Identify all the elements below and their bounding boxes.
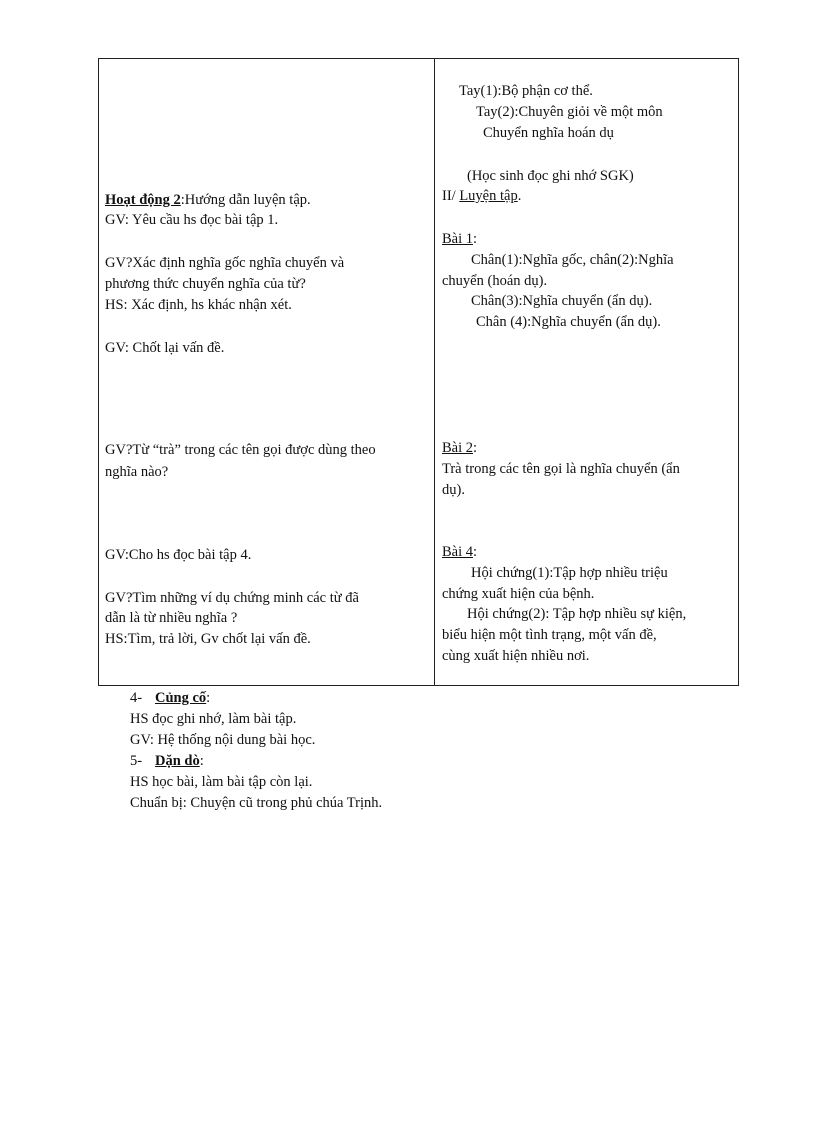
activity-2-heading <box>105 191 311 209</box>
exercise-4-colon: : <box>473 544 478 560</box>
section-5-label: Dặn dò <box>155 753 200 769</box>
practice-prefix: II/ <box>442 188 460 204</box>
lesson-table <box>98 58 739 686</box>
section-4-label: Củng cố <box>155 690 207 706</box>
left-line-3: phương thức chuyển nghĩa của từ? <box>105 276 306 292</box>
activity-2-label: Hoạt động 2 <box>105 192 181 208</box>
left-line-8: GV:Cho hs đọc bài tập 4. <box>105 547 252 563</box>
left-line-11: HS:Tìm, trả lời, Gv chốt lại vấn đề. <box>105 631 311 647</box>
right-line-7: chuyển (hoán dụ). <box>442 273 548 289</box>
right-line-6: Chân(1):Nghĩa gốc, chân(2):Nghĩa <box>471 252 674 268</box>
exercise-1-label: Bài 1 <box>442 231 474 247</box>
left-line-6: GV?Từ “trà” trong các tên gọi được dùng theo <box>105 442 376 458</box>
right-line-14: Hội chứng(2): Tập hợp nhiều sự kiện, <box>467 606 687 622</box>
exercise-4-heading <box>442 543 477 561</box>
section-4-heading <box>155 689 210 707</box>
right-line-2: Tay(2):Chuyên giỏi về một môn <box>476 104 663 120</box>
activity-2-text: :Hướng dẫn luyện tập. <box>180 192 311 208</box>
column-divider <box>434 59 435 685</box>
practice-label: Luyện tập <box>459 188 518 204</box>
exercise-2-colon: : <box>473 440 478 456</box>
left-line-1: GV: Yêu cầu hs đọc bài tập 1. <box>105 212 279 228</box>
exercise-1-colon: : <box>473 231 478 247</box>
right-line-9: Chân (4):Nghĩa chuyển (ẩn dụ). <box>476 314 661 330</box>
section-5-colon: : <box>199 753 204 769</box>
practice-suffix: . <box>517 188 522 204</box>
section-4-line-2: GV: Hệ thống nội dung bài học. <box>130 732 316 748</box>
section-5-num: 5- <box>130 753 143 769</box>
right-line-3: Chuyển nghĩa hoán dụ <box>483 125 614 141</box>
left-line-9: GV?Tìm những ví dụ chứng minh các từ đã <box>105 590 359 606</box>
exercise-4-label: Bài 4 <box>442 544 474 560</box>
right-line-1: Tay(1):Bộ phận cơ thể. <box>459 83 593 99</box>
section-5-heading <box>155 752 204 770</box>
practice-heading <box>442 187 521 205</box>
left-line-7: nghĩa nào? <box>105 464 169 480</box>
right-line-15: biểu hiện một tình trạng, một vấn đề, <box>442 627 657 643</box>
exercise-1-heading <box>442 230 477 248</box>
right-line-10: Trà trong các tên gọi là nghĩa chuyển (ẩn <box>442 461 680 477</box>
section-4-line-1: HS đọc ghi nhớ, làm bài tập. <box>130 711 297 727</box>
right-line-13: chứng xuất hiện của bệnh. <box>442 586 595 602</box>
exercise-2-heading <box>442 439 477 457</box>
left-line-10: dẫn là từ nhiều nghĩa ? <box>105 610 238 626</box>
left-line-4: HS: Xác định, hs khác nhận xét. <box>105 297 292 313</box>
right-line-12: Hội chứng(1):Tập hợp nhiều triệu <box>471 565 668 581</box>
section-4-colon: : <box>206 690 211 706</box>
right-line-16: cùng xuất hiện nhiều nơi. <box>442 648 590 664</box>
left-line-5: GV: Chốt lại vấn đề. <box>105 340 225 356</box>
exercise-2-label: Bài 2 <box>442 440 474 456</box>
section-4-num: 4- <box>130 690 143 706</box>
left-line-2: GV?Xác định nghĩa gốc nghĩa chuyển và <box>105 255 345 271</box>
section-5-line-1: HS học bài, làm bài tập còn lại. <box>130 774 313 790</box>
right-line-4: (Học sinh đọc ghi nhớ SGK) <box>467 168 634 184</box>
right-line-8: Chân(3):Nghĩa chuyển (ẩn dụ). <box>471 293 653 309</box>
section-5-line-2: Chuẩn bị: Chuyện cũ trong phủ chúa Trịnh. <box>130 795 383 811</box>
right-line-11: dụ). <box>442 482 465 498</box>
